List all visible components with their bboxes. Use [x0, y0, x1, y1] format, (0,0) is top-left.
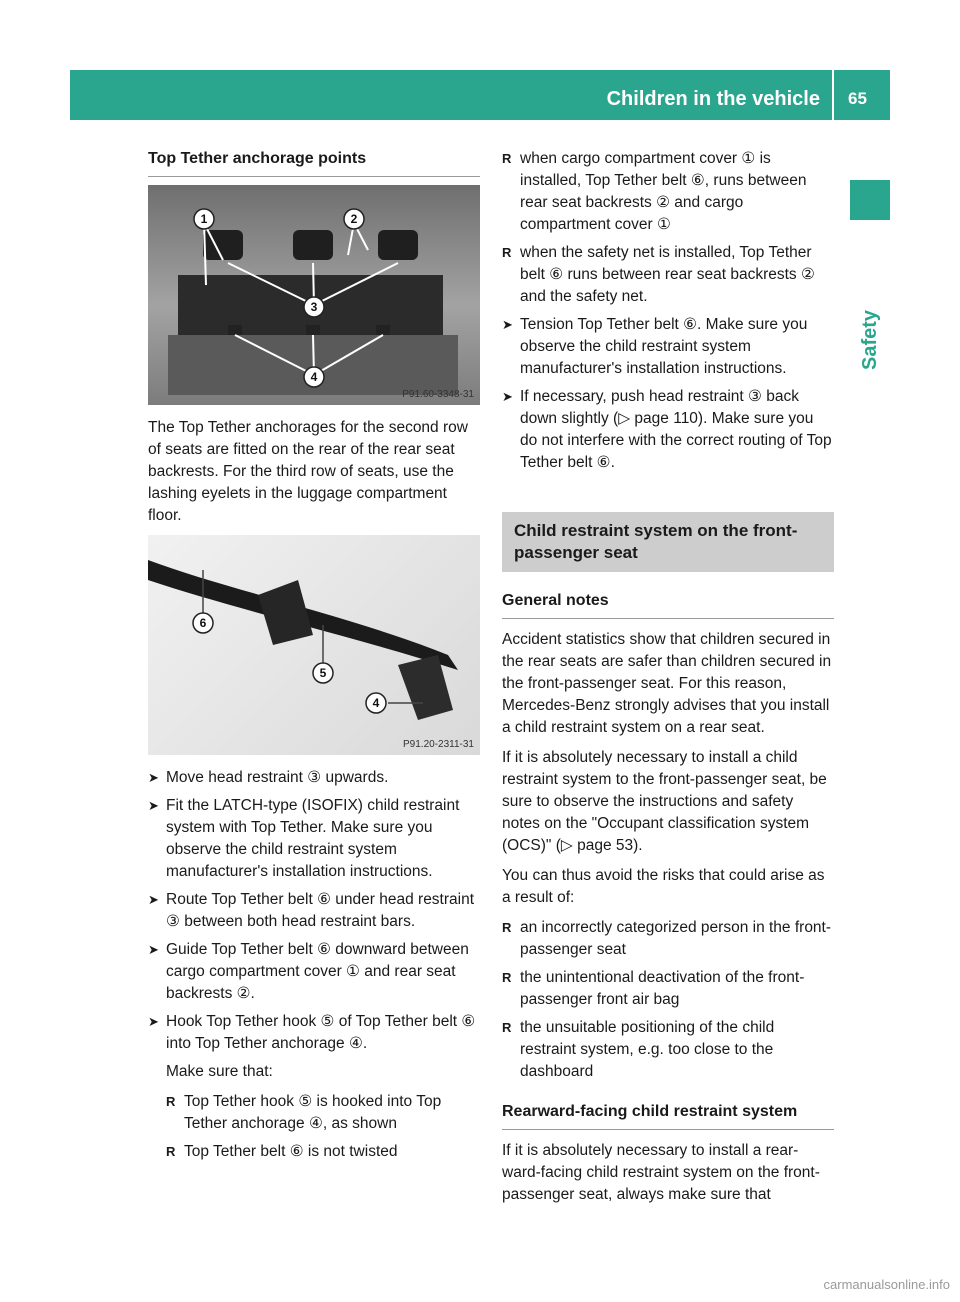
bullet-icon: R — [502, 970, 512, 985]
bullet-icon: R — [502, 245, 512, 260]
bullet-item: R Top Tether belt ⑥ is not twisted — [166, 1141, 480, 1163]
section-label: Safety — [859, 309, 881, 371]
figure-code-2: P91.20-2311-31 — [403, 739, 474, 750]
arrow-icon: ➤ — [148, 1014, 159, 1029]
rearward-heading: Rearward-facing child restraint system — [502, 1101, 834, 1130]
bullet-icon: R — [502, 151, 512, 166]
step-item: ➤ Route Top Tether belt ⑥ under head restraint ③ between both head restraint bars. — [148, 891, 475, 930]
section-heading-top-tether: Top Tether anchorage points — [148, 148, 480, 177]
arrow-icon: ➤ — [148, 798, 159, 813]
make-sure-label: Make sure that: — [166, 1063, 273, 1080]
bullet-item: R the unsuitable positioning of the child restraint system, e.g. too close to the dashboard — [502, 1019, 775, 1080]
general-notes-heading: General notes — [502, 590, 834, 619]
arrow-icon: ➤ — [148, 942, 159, 957]
paragraph: If it is absolutely necessary to install a child restraint system to the front-passenger seat, be sure to observe the instructions and safety notes on the "Occupant classification system (OCS)" (▷ page 53). — [502, 749, 827, 854]
chapter-title: Children in the vehicle — [606, 88, 820, 110]
watermark: carmanualsonline.info — [823, 1277, 950, 1292]
step-item: ➤ Hook Top Tether hook ⑤ of Top Tether belt ⑥ into Top Tether anchorage ④. — [148, 1013, 476, 1052]
callout-1-label: 1 — [200, 212, 208, 226]
header-divider — [832, 70, 834, 120]
bullet-item: R Top Tether hook ⑤ is hooked into Top Tether anchorage ④, as shown — [166, 1093, 442, 1132]
callout-4-label: 4 — [310, 370, 318, 384]
tether-illustration — [148, 535, 480, 755]
step-item: ➤ Tension Top Tether belt ⑥. Make sure you observe the child restraint system manufacturer's installation instructions. — [502, 316, 808, 377]
paragraph: If it is absolutely necessary to install a rear-ward-facing child restraint system on the front-passenger seat, always make sure that — [502, 1142, 820, 1203]
bullet-icon: R — [166, 1144, 176, 1159]
intro-paragraph: The Top Tether anchorages for the second row of seats are fitted on the rear of the rear seat backrests. For the third row of seats, use the lashing eyelets in the luggage compartment floor. — [148, 419, 468, 524]
paragraph: Accident statistics show that children secured in the rear seats are safer than children secured in the front-passenger seat. For this reason, Mercedes-Benz strongly advises that you install a child restraint system on a rear seat. — [502, 631, 832, 736]
step-item: ➤ If necessary, push head restraint ③ back down slightly (▷ page 110). Make sure you do not interfere with the correct routing of Top Tether belt ⑥. — [502, 388, 832, 471]
bullet-icon: R — [166, 1094, 176, 1109]
figure-cargo-area — [148, 185, 480, 405]
callout-4b-label: 4 — [372, 696, 380, 710]
bullet-item: R an incorrectly categorized person in the front-passenger seat — [502, 919, 832, 958]
bullet-item: R when the safety net is installed, Top Tether belt ⑥ runs between rear seat backrests ② and the safety net. — [502, 244, 815, 305]
bullet-icon: R — [502, 920, 512, 935]
arrow-icon: ➤ — [502, 389, 513, 404]
callout-2-label: 2 — [350, 212, 358, 226]
step-item: ➤ Guide Top Tether belt ⑥ downward between cargo compartment cover ① and rear seat backrests ②. — [148, 941, 469, 1002]
bullet-icon: R — [502, 1020, 512, 1035]
bullet-item: R the unintentional deactivation of the front-passenger front air bag — [502, 969, 805, 1008]
figure-code: P91.60-3348-31 — [402, 389, 474, 400]
section-tab — [850, 180, 890, 220]
arrow-icon: ➤ — [148, 892, 159, 907]
figure-tether-hook — [148, 535, 480, 755]
step-item: ➤ Fit the LATCH-type (ISOFIX) child restraint system with Top Tether. Make sure you observe the child restraint system manufacturer's installation instructions. — [148, 797, 460, 880]
left-column — [148, 148, 480, 1169]
arrow-icon: ➤ — [502, 317, 513, 332]
callout-3-label: 3 — [310, 300, 318, 314]
cargo-illustration — [148, 185, 480, 405]
page-number: 65 — [848, 89, 867, 108]
arrow-icon: ➤ — [148, 770, 159, 785]
callout-5-label: 5 — [319, 666, 327, 680]
right-column — [502, 148, 834, 1214]
step-item: ➤ Move head restraint ③ upwards. — [148, 767, 480, 789]
section-heading-front-passenger: Child restraint system on the front-passenger seat — [502, 512, 834, 572]
bullet-item: R when cargo compartment cover ① is installed, Top Tether belt ⑥, runs between rear seat backrests ② and cargo compartment cover ① — [502, 150, 807, 233]
paragraph: You can thus avoid the risks that could arise as a result of: — [502, 867, 825, 906]
callout-6-label: 6 — [199, 616, 207, 630]
header-bar — [70, 70, 890, 120]
